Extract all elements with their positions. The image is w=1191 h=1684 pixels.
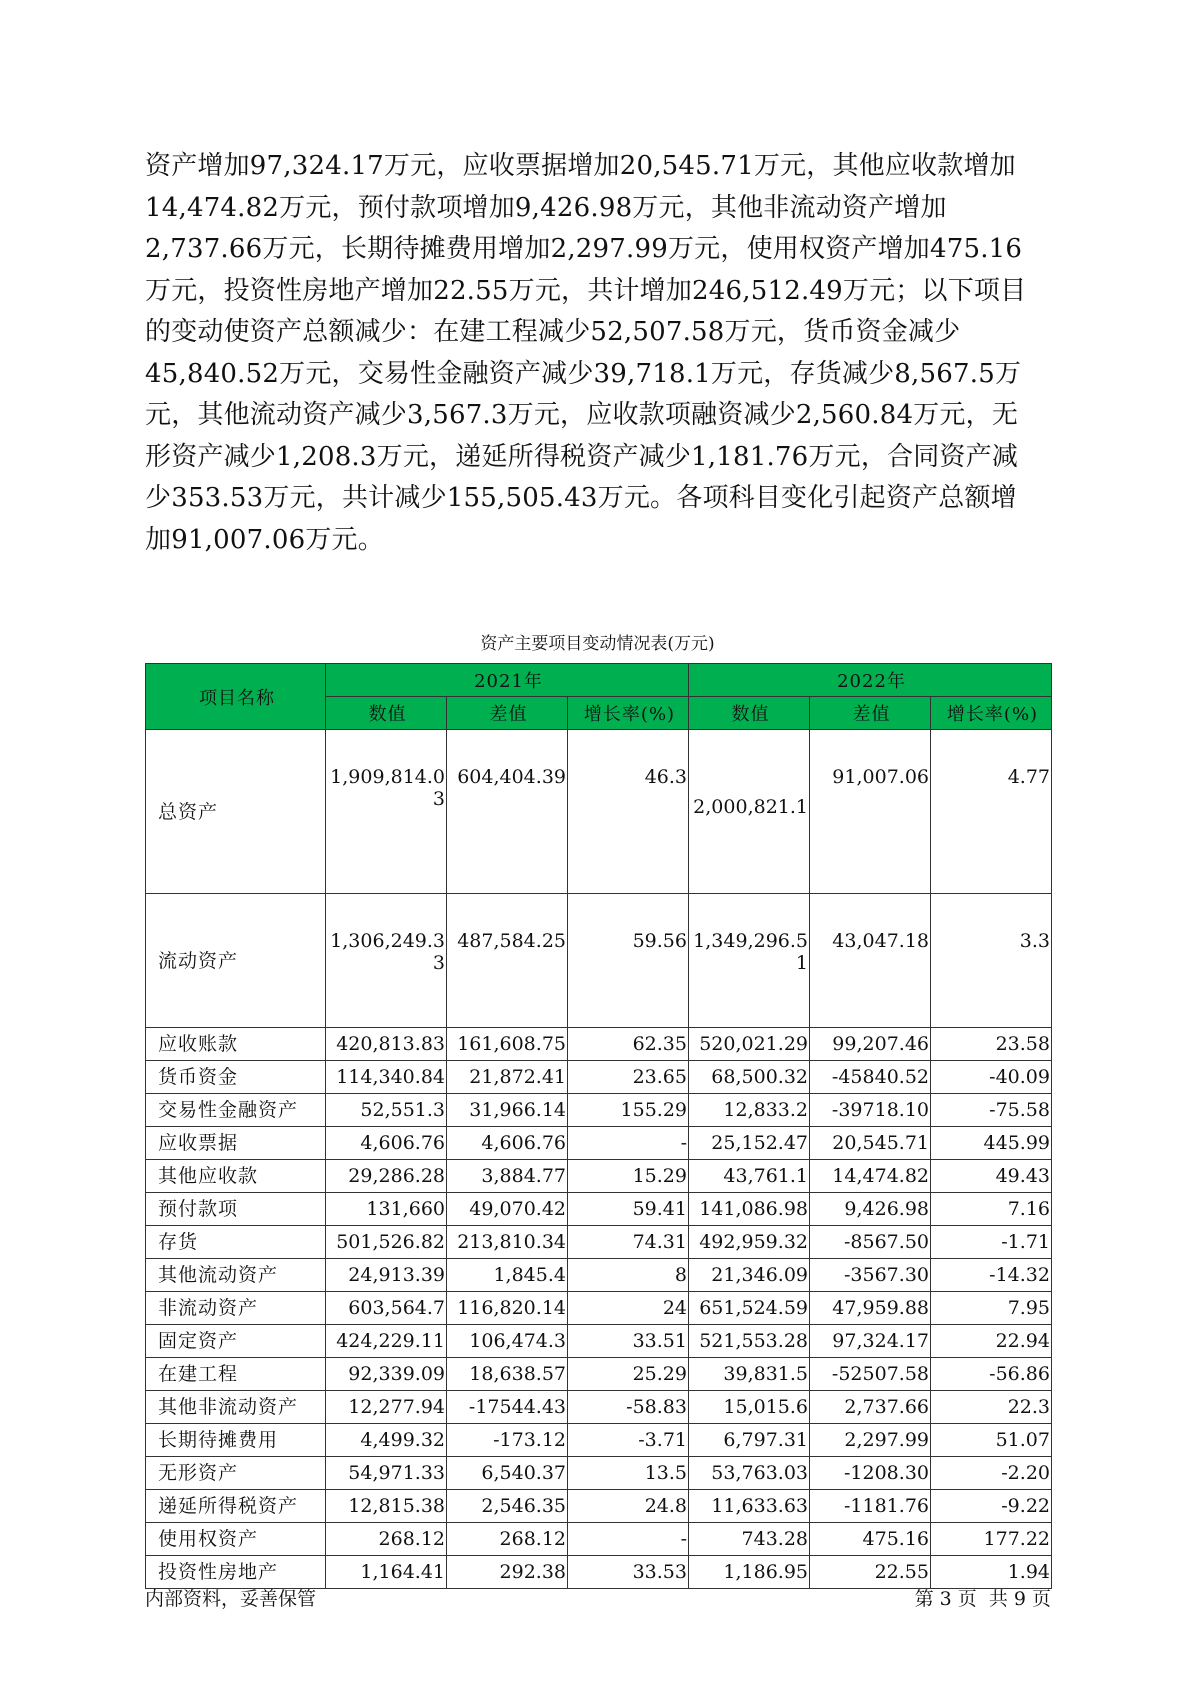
diff-2022: -1181.76 [810,1490,931,1523]
diff-2022: 9,426.98 [810,1193,931,1226]
rate-2022: 3.3 [931,894,1052,1028]
row-name: 其他流动资产 [146,1259,326,1292]
value-2021: 29,286.28 [326,1160,447,1193]
value-2022: 11,633.63 [689,1490,810,1523]
paragraph-line: 45,840.52万元，交易性金融资产减少39,718.1万元，存货减少8,567.5万 [145,358,1022,389]
row-name: 在建工程 [146,1358,326,1391]
value-2022: 21,346.09 [689,1259,810,1292]
diff-2021: 18,638.57 [447,1358,568,1391]
rate-2022: 177.22 [931,1523,1052,1556]
diff-2021: 31,966.14 [447,1094,568,1127]
value-2021: 268.12 [326,1523,447,1556]
value-2022: 53,763.03 [689,1457,810,1490]
value-2022: 521,553.28 [689,1325,810,1358]
rate-2021: 8 [568,1259,689,1292]
row-name: 货币资金 [146,1061,326,1094]
value-2021: 1,306,249.33 [326,894,447,1028]
diff-2021: -17544.43 [447,1391,568,1424]
header-rate-2022: 增长率(%) [931,697,1052,730]
row-name: 递延所得税资产 [146,1490,326,1523]
table-row [146,1259,1052,1292]
row-name: 其他应收款 [146,1160,326,1193]
value-2021: 4,499.32 [326,1424,447,1457]
diff-2022: 475.16 [810,1523,931,1556]
rate-2021: 46.3 [568,730,689,894]
rate-2022: -14.32 [931,1259,1052,1292]
rate-2022: -75.58 [931,1094,1052,1127]
header-year-2022: 2022年 [689,664,1052,697]
diff-2022: -8567.50 [810,1226,931,1259]
row-name: 存货 [146,1226,326,1259]
diff-2021: 106,474.3 [447,1325,568,1358]
value-2021: 12,815.38 [326,1490,447,1523]
diff-2022: 22.55 [810,1556,931,1589]
row-name: 投资性房地产 [146,1556,326,1589]
diff-2021: 487,584.25 [447,894,568,1028]
table-row [146,1160,1052,1193]
diff-2021: 4,606.76 [447,1127,568,1160]
value-2021: 114,340.84 [326,1061,447,1094]
row-name: 应收账款 [146,1028,326,1061]
value-2022: 1,186.95 [689,1556,810,1589]
rate-2021: -3.71 [568,1424,689,1457]
value-2022: 141,086.98 [689,1193,810,1226]
paragraph-line: 加91,007.06万元。 [145,524,384,555]
rate-2021: 74.31 [568,1226,689,1259]
asset-change-table [145,663,1052,1589]
diff-2022: -39718.10 [810,1094,931,1127]
value-2022: 492,959.32 [689,1226,810,1259]
diff-2021: 3,884.77 [447,1160,568,1193]
row-name: 交易性金融资产 [146,1094,326,1127]
rate-2022: -9.22 [931,1490,1052,1523]
row-name: 无形资产 [146,1457,326,1490]
value-2021: 1,909,814.03 [326,730,447,894]
diff-2021: 161,608.75 [447,1028,568,1061]
rate-2021: - [568,1523,689,1556]
diff-2021: -173.12 [447,1424,568,1457]
rate-2022: 7.16 [931,1193,1052,1226]
diff-2022: 2,297.99 [810,1424,931,1457]
paragraph-line: 资产增加97,324.17万元，应收票据增加20,545.71万元，其他应收款增加 [145,151,1016,181]
table-caption: 资产主要项目变动情况表(万元) [480,634,715,654]
rate-2022: 445.99 [931,1127,1052,1160]
rate-2022: -56.86 [931,1358,1052,1391]
value-2022: 2,000,821.1 [689,730,810,894]
value-2021: 54,971.33 [326,1457,447,1490]
value-2022: 68,500.32 [689,1061,810,1094]
rate-2021: -58.83 [568,1391,689,1424]
diff-2022: 14,474.82 [810,1160,931,1193]
rate-2021: 13.5 [568,1457,689,1490]
value-2022: 25,152.47 [689,1127,810,1160]
value-2022: 520,021.29 [689,1028,810,1061]
diff-2021: 21,872.41 [447,1061,568,1094]
value-2022: 651,524.59 [689,1292,810,1325]
rate-2022: -2.20 [931,1457,1052,1490]
header-rate-2021: 增长率(%) [568,697,689,730]
header-diff-2021: 差值 [447,697,568,730]
table-row [146,1391,1052,1424]
table-row [146,1094,1052,1127]
paragraph-line: 14,474.82万元，预付款项增加9,426.98万元，其他非流动资产增加 [145,192,947,223]
diff-2022: -52507.58 [810,1358,931,1391]
value-2021: 131,660 [326,1193,447,1226]
value-2021: 92,339.09 [326,1358,447,1391]
table-row [146,1193,1052,1226]
table-row [146,1028,1052,1061]
rate-2021: 155.29 [568,1094,689,1127]
diff-2022: 43,047.18 [810,894,931,1028]
diff-2022: 97,324.17 [810,1325,931,1358]
value-2022: 43,761.1 [689,1160,810,1193]
diff-2022: 47,959.88 [810,1292,931,1325]
value-2021: 12,277.94 [326,1391,447,1424]
row-name: 总资产 [146,730,326,894]
rate-2021: 24 [568,1292,689,1325]
diff-2021: 6,540.37 [447,1457,568,1490]
value-2021: 603,564.7 [326,1292,447,1325]
row-name: 其他非流动资产 [146,1391,326,1424]
row-name: 流动资产 [146,894,326,1028]
rate-2021: 33.51 [568,1325,689,1358]
row-name: 使用权资产 [146,1523,326,1556]
diff-2021: 1,845.4 [447,1259,568,1292]
table-row [146,1358,1052,1391]
header-value-2022: 数值 [689,697,810,730]
value-2021: 24,913.39 [326,1259,447,1292]
diff-2022: 2,737.66 [810,1391,931,1424]
rate-2021: 23.65 [568,1061,689,1094]
table-row [146,1226,1052,1259]
diff-2021: 2,546.35 [447,1490,568,1523]
value-2021: 501,526.82 [326,1226,447,1259]
diff-2021: 116,820.14 [447,1292,568,1325]
footer-page-number: 第 3 页 共 9 页 [914,1588,1051,1610]
value-2021: 1,164.41 [326,1556,447,1589]
table-row [146,1424,1052,1457]
row-name: 预付款项 [146,1193,326,1226]
rate-2021: 62.35 [568,1028,689,1061]
value-2022: 12,833.2 [689,1094,810,1127]
value-2022: 6,797.31 [689,1424,810,1457]
paragraph-line: 2,737.66万元，长期待摊费用增加2,297.99万元，使用权资产增加475.16 [145,234,1023,264]
paragraph-line: 少353.53万元，共计减少155,505.43万元。各项科目变化引起资产总额增 [145,483,1017,513]
table-row [146,1292,1052,1325]
diff-2022: 20,545.71 [810,1127,931,1160]
table-row [146,1490,1052,1523]
rate-2021: 59.41 [568,1193,689,1226]
rate-2022: -40.09 [931,1061,1052,1094]
footer-confidential-note: 内部资料，妥善保管 [145,1588,317,1610]
value-2022: 39,831.5 [689,1358,810,1391]
value-2021: 420,813.83 [326,1028,447,1061]
table-row [146,730,1052,894]
table-row [146,1127,1052,1160]
table-row [146,1457,1052,1490]
header-year-2021: 2021年 [326,664,689,697]
header-value-2021: 数值 [326,697,447,730]
paragraph-line: 元，其他流动资产减少3,567.3万元，应收款项融资减少2,560.84万元，无 [145,400,1019,430]
diff-2021: 213,810.34 [447,1226,568,1259]
rate-2021: 24.8 [568,1490,689,1523]
rate-2022: 51.07 [931,1424,1052,1457]
diff-2021: 49,070.42 [447,1193,568,1226]
diff-2022: -1208.30 [810,1457,931,1490]
rate-2022: 22.3 [931,1391,1052,1424]
rate-2021: 25.29 [568,1358,689,1391]
row-name: 非流动资产 [146,1292,326,1325]
value-2022: 1,349,296.51 [689,894,810,1028]
value-2021: 4,606.76 [326,1127,447,1160]
paragraph-line: 形资产减少1,208.3万元，递延所得税资产减少1,181.76万元，合同资产减 [145,441,1019,472]
diff-2022: 99,207.46 [810,1028,931,1061]
header-diff-2022: 差值 [810,697,931,730]
rate-2022: 4.77 [931,730,1052,894]
rate-2022: -1.71 [931,1226,1052,1259]
diff-2022: -45840.52 [810,1061,931,1094]
header-item-name: 项目名称 [146,664,326,730]
rate-2021: - [568,1127,689,1160]
diff-2021: 292.38 [447,1556,568,1589]
value-2021: 52,551.3 [326,1094,447,1127]
rate-2021: 33.53 [568,1556,689,1589]
rate-2021: 59.56 [568,894,689,1028]
table-row [146,894,1052,1028]
value-2022: 15,015.6 [689,1391,810,1424]
body-paragraph [145,146,1050,561]
row-name: 固定资产 [146,1325,326,1358]
value-2022: 743.28 [689,1523,810,1556]
rate-2022: 23.58 [931,1028,1052,1061]
table-row [146,1523,1052,1556]
paragraph-line: 的变动使资产总额减少：在建工程减少52,507.58万元，货币资金减少 [145,317,961,347]
diff-2022: 91,007.06 [810,730,931,894]
diff-2021: 604,404.39 [447,730,568,894]
rate-2021: 15.29 [568,1160,689,1193]
rate-2022: 49.43 [931,1160,1052,1193]
rate-2022: 1.94 [931,1556,1052,1589]
rate-2022: 22.94 [931,1325,1052,1358]
diff-2022: -3567.30 [810,1259,931,1292]
value-2021: 424,229.11 [326,1325,447,1358]
row-name: 长期待摊费用 [146,1424,326,1457]
table-row [146,1061,1052,1094]
row-name: 应收票据 [146,1127,326,1160]
paragraph-line: 万元，投资性房地产增加22.55万元，共计增加246,512.49万元；以下项目 [145,275,1027,306]
table-row [146,1325,1052,1358]
diff-2021: 268.12 [447,1523,568,1556]
rate-2022: 7.95 [931,1292,1052,1325]
